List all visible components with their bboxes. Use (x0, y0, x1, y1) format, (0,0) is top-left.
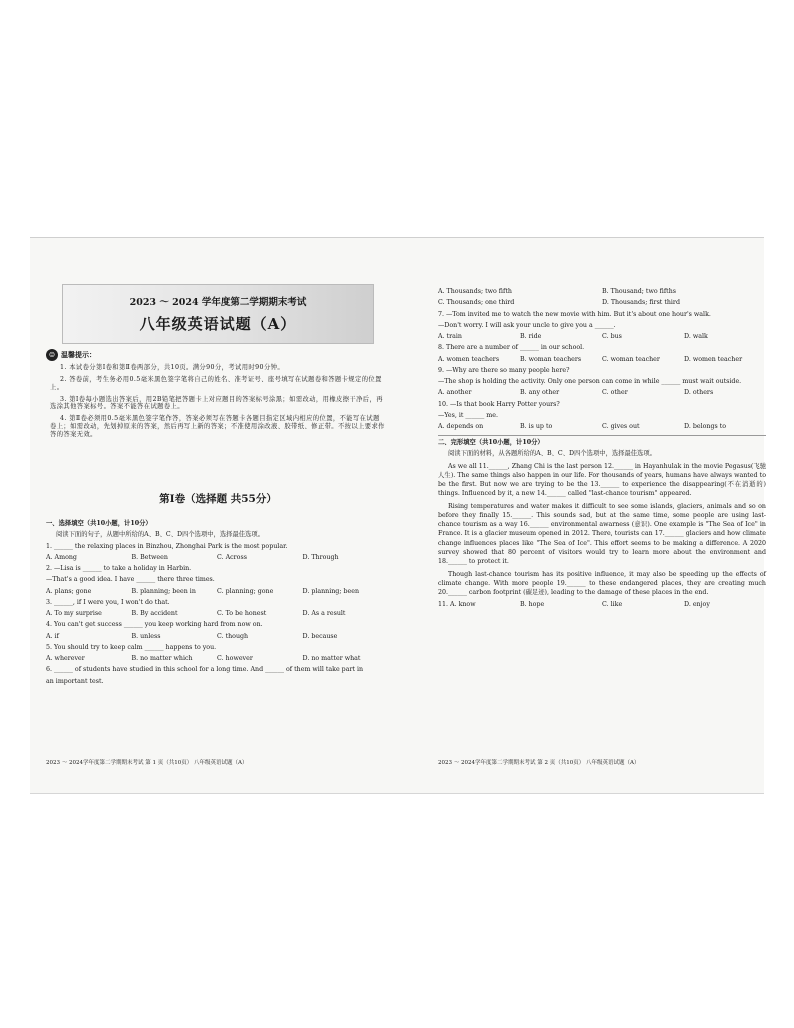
section1-instruction: 阅读下面的句子，从题中所给的A、B、C、D四个选项中，选择最佳选项。 (56, 530, 264, 538)
question-stem: 1. ______ the relaxing places in Binzhou, Zhonghai Park is the most popular. (46, 542, 288, 550)
passage-paragraph: Though last-chance tourism has its positive influence, it may also be speeding up the effects of climate change. With more people 19.______ to these endangered places, they are creating much 20.______ carbon footprint (碳足迹), leading to the damage of these places in the end. (438, 570, 766, 597)
option: D. because (302, 632, 338, 640)
option: C. like (602, 601, 623, 609)
exam-main-title: 八年级英语试题（A） (139, 315, 297, 333)
option: B. hope (520, 601, 545, 609)
question-stem: 3. ______, if I were you, I won't do that. (46, 598, 170, 606)
exam-year-title: 2023 ～ 2024 学年度第二学期期末考试 (129, 297, 307, 308)
question-options (46, 655, 388, 663)
notice-item: 3. 第Ⅰ卷每小题选出答案后，用2B铅笔把答题卡上对应题目的答案标号涂黑；如需改动，用橡皮擦干净后，再选涂其他答案标号。答案不能答在试题卷上。 (50, 395, 383, 411)
option: D. Thousands; first third (602, 299, 680, 307)
passage-paragraph: Rising temperatures and water makes it difficult to see some islands, glaciers, animals and so on before they finally 15.______. This sounds sad, but at the same time, some people are using last-chance tourism as a way 16.______ environmental awarness (意识). One example is "The Sea of Ice" in France. It is a glacier museum opened in 2012. There, tourists can 17.______ glaciers and how climate change influences places like "The Sea of Ice". This effort seems to be making a difference. A 2020 survey showed that 80 percent of visitors would try to learn more about the environment and 18.______ to protect it. (438, 503, 766, 565)
option: C. though (217, 632, 249, 640)
option: C. To be honest (217, 610, 267, 618)
option: C. woman teacher (602, 355, 660, 363)
option: B. Between (131, 553, 168, 561)
question-options (438, 299, 766, 307)
option: A. plans; gone (46, 587, 92, 595)
question-stem: —Don't worry. I will ask your uncle to give you a ______. (438, 321, 616, 329)
page-footer: 2023 ～ 2024学年度第二学期期末考试 第 2 页（共10页） 八年级英语试题（A） (438, 760, 640, 767)
page-footer: 2023 ～ 2024学年度第二学期期末考试 第 1 页（共10页） 八年级英语试题（A） (46, 760, 248, 767)
option: A. another (438, 389, 472, 397)
question-stem: 6. ______ of students have studied in this school for a long time. And ______ of them will take part in (46, 666, 364, 674)
question-stem: —That's a good idea. I have ______ there three times. (46, 576, 215, 584)
section2-heading: 二、完形填空（共10小题，计10分） (438, 438, 544, 446)
option: D. Through (302, 553, 339, 561)
scanned-exam-sheet (30, 237, 764, 794)
option: C. bus (602, 333, 622, 340)
section2-instruction: 阅读下面的材料，从各题所给的A、B、C、D四个选项中，选择最佳选项。 (448, 449, 656, 457)
smiley-icon: ☺ (46, 349, 58, 361)
question-stem: 5. You should try to keep calm ______ happens to you. (46, 643, 217, 651)
question-options (438, 601, 766, 609)
notice-item: 2. 答卷前，考生务必用0.5毫米黑色签字笔将自己的姓名、准考证号、座号填写在试题卷和答题卡规定的位置上。 (50, 375, 382, 391)
option: C. however (217, 655, 253, 663)
option: C. gives out (602, 423, 640, 430)
notice-item: 4. 第Ⅱ卷必须用0.5毫米黑色签字笔作答，答案必须写在答题卡各题目指定区域内相应的位置，不能写在试题卷上；如需改动，先划掉原来的答案，然后再写上新的答案；不准使用涂改液、胶带纸、修正带。不按以上要求作答的答案无效。 (50, 415, 385, 439)
section1-heading: 一、选择填空（共10小题，计10分） (46, 520, 152, 527)
exam-title-banner (62, 284, 374, 344)
option: B. By accident (131, 610, 178, 618)
question-options (438, 333, 766, 341)
option: D. walk (684, 333, 708, 340)
option: A. wherever (46, 655, 85, 663)
question-options (438, 423, 766, 431)
question-options (438, 288, 766, 296)
right-page-body (438, 288, 766, 613)
option: A. To my surprise (46, 610, 102, 618)
option: B. no matter which (131, 655, 193, 663)
part-one-title: 第Ⅰ卷（选择题 共55分） (159, 493, 277, 505)
exam-page-1 (44, 238, 392, 793)
option: A. Among (46, 553, 77, 561)
option: B. any other (520, 389, 560, 397)
question-stem: 2. —Lisa is ______ to take a holiday in Harbin. (46, 565, 192, 573)
option: B. woman teachers (520, 355, 582, 363)
cloze-passage (438, 462, 766, 598)
option: B. is up to (520, 423, 553, 430)
section2-box (438, 435, 766, 609)
notice-label: 温馨提示： (61, 349, 96, 359)
option: D. planning; been (302, 587, 359, 595)
option: C. planning; gone (217, 587, 274, 595)
question-stem: —The shop is holding the activity. Only one person can come in while ______ must wait outside. (438, 378, 742, 385)
option: A. if (46, 632, 59, 640)
question-options (438, 356, 766, 364)
option: C. Thousands; one third (438, 299, 515, 307)
notice-list (50, 364, 386, 443)
option: A. depends on (438, 423, 484, 430)
question-stem: an important test. (46, 677, 104, 685)
question-options (46, 610, 388, 618)
question-stem: 4. You can't get success ______ you keep working hard from now on. (46, 621, 263, 629)
section1-body (46, 520, 388, 689)
option: A. Thousands; two fifth (438, 288, 512, 295)
option: C. other (602, 389, 628, 397)
option: C. Across (217, 553, 247, 561)
option: D. no matter what (302, 655, 361, 663)
option: A. train (438, 333, 462, 340)
question-stem: —Yes, it ______ me. (438, 411, 499, 419)
option: 11. A. know (438, 601, 476, 609)
question-stem: 9. —Why are there so many people here? (438, 366, 570, 374)
question-options (46, 633, 388, 641)
option: D. women teacher (684, 355, 743, 363)
question-options (46, 588, 388, 596)
option: B. planning; been in (131, 587, 196, 595)
question-options (438, 389, 766, 397)
question-stem: 10. —Is that book Harry Potter yours? (438, 400, 560, 408)
notice-item: 1. 本试卷分第Ⅰ卷和第Ⅱ卷两部分，共10页。满分90分，考试用时90分钟。 (60, 364, 285, 371)
question-options (46, 554, 388, 562)
option: B. ride (520, 333, 542, 340)
question-stem: 7. —Tom invited me to watch the new movie with him. But it's about one hour's walk. (438, 310, 711, 318)
option: D. As a result (302, 610, 346, 618)
notice-heading (46, 349, 96, 361)
option: B. unless (131, 632, 161, 640)
option: D. belongs to (684, 423, 727, 430)
passage-paragraph: As we all 11.______, Zhang Chi is the last person 12.______ in Hayanhulak in the movie Pegasus(飞驰人生). The same things also happen in our life. For thousands of years, humans have always wanted to be the first. But now we are trying to be the 13.______ to experience the disappearing(不在消逝的) things. Influenced by it, a new 14.______ called "last-chance tourism" appeared. (438, 462, 766, 497)
exam-page-2 (436, 238, 766, 793)
option: B. Thousand; two fifths (602, 288, 676, 295)
option: D. others (684, 389, 714, 397)
option: D. enjoy (684, 601, 710, 609)
option: A. women teachers (438, 355, 500, 363)
question-stem: 8. There are a number of ______ in our school. (438, 344, 585, 352)
